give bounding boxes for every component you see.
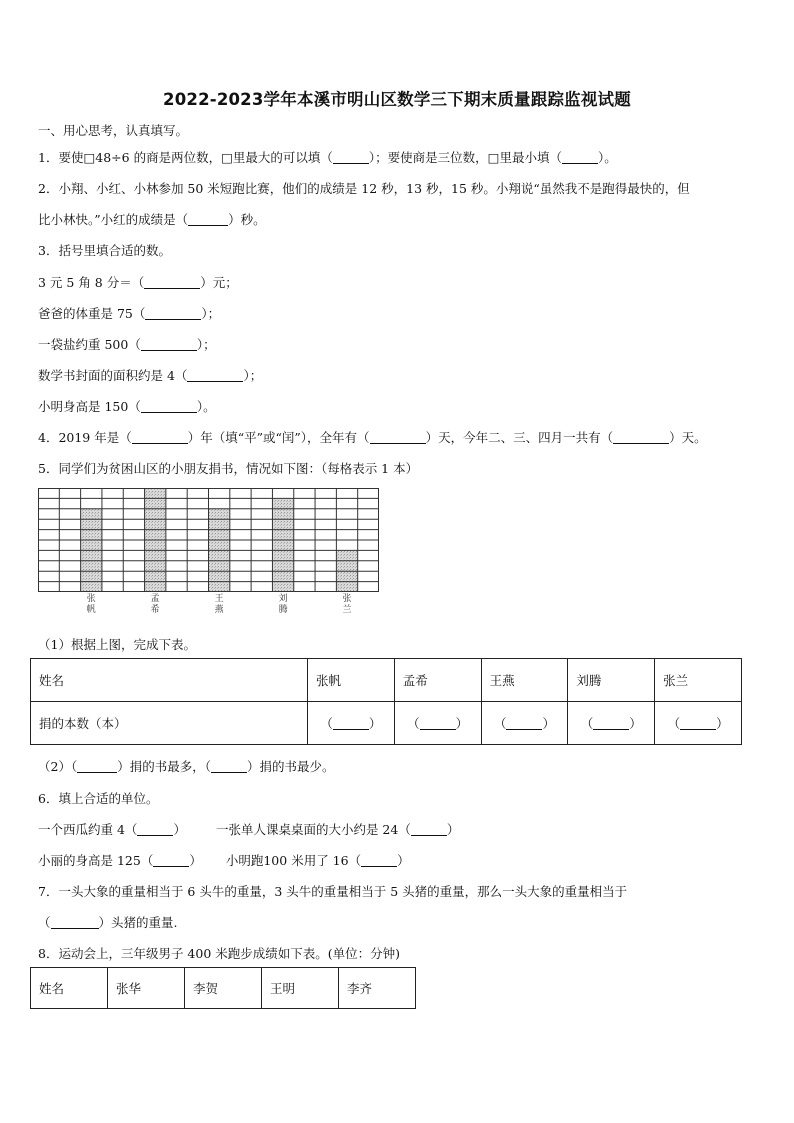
answer-blank[interactable] xyxy=(613,431,669,444)
table-header-cell: 姓名 xyxy=(31,659,308,702)
chart-x-label: 王 燕 xyxy=(214,594,224,615)
bar-刘腾 xyxy=(272,498,293,592)
table-header-cell: 刘腾 xyxy=(568,659,655,702)
table-header-cell: 张帆 xyxy=(307,659,394,702)
answer-blank[interactable] xyxy=(333,151,369,164)
running-results-table xyxy=(30,967,416,1009)
question-3-item: 数学书封面的面积约是 4（ ）； xyxy=(38,368,263,383)
table-header-cell: 王明 xyxy=(262,968,339,1009)
question-5-heading: 5．同学们为贫困山区的小朋友捐书，情况如下图：（每格表示 1 本） xyxy=(38,461,419,476)
answer-blank[interactable] xyxy=(370,431,426,444)
donation-bar-chart xyxy=(38,488,379,592)
table-header-cell: 姓名 xyxy=(31,968,108,1009)
answer-blank[interactable] xyxy=(141,338,197,351)
question-8-heading: 8．运动会上，三年级男子 400 米跑步成绩如下表。(单位：分钟) xyxy=(38,946,401,961)
question-1: 1．要使□48÷6 的商是两位数，□里最大的可以填（ ）；要使商是三位数，□里最小填（ ）。 xyxy=(38,150,617,165)
table-header-cell: 孟希 xyxy=(394,659,481,702)
answer-cell[interactable]: （ ） xyxy=(394,702,481,745)
table-header-cell: 李贺 xyxy=(185,968,262,1009)
question-3-item: 3 元 5 角 8 分＝（ ）元； xyxy=(38,275,238,290)
answer-blank[interactable] xyxy=(144,276,200,289)
answer-cell[interactable]: （ ） xyxy=(655,702,742,745)
table-row xyxy=(31,702,742,745)
answer-blank[interactable] xyxy=(562,151,598,164)
table-row xyxy=(31,659,742,702)
answer-blank[interactable] xyxy=(137,823,173,836)
question-4: 4．2019 年是（ ）年（填“平”或“闰”），全年有（ ）天，今年二、三、四月一共有（ ）天。 xyxy=(38,430,707,445)
chart-x-label: 张 帆 xyxy=(86,594,96,615)
answer-blank[interactable] xyxy=(141,400,197,413)
question-3-heading: 3．括号里填合适的数。 xyxy=(38,243,171,258)
question-2-line2: 比小林快。”小红的成绩是（ ）秒。 xyxy=(38,212,266,227)
question-3-item: 一袋盐约重 500（ ）； xyxy=(38,337,216,352)
chart-x-label: 张 兰 xyxy=(342,594,352,615)
table-header-cell: 李齐 xyxy=(339,968,416,1009)
table-header-cell: 王燕 xyxy=(481,659,568,702)
answer-blank[interactable] xyxy=(145,307,201,320)
answer-blank[interactable] xyxy=(153,854,189,867)
question-5-sub1: （1）根据上图，完成下表。 xyxy=(38,637,196,652)
answer-blank[interactable] xyxy=(411,823,447,836)
answer-blank[interactable] xyxy=(132,431,188,444)
question-6-line1: 一个西瓜约重 4（ ） 一张单人课桌桌面的大小约是 24（ ） xyxy=(38,822,460,837)
chart-x-labels xyxy=(38,594,379,620)
page-title: 2022-2023学年本溪市明山区数学三下期末质量跟踪监视试题 xyxy=(163,90,631,109)
question-7-line2: （ ）头猪的重量. xyxy=(38,915,178,930)
answer-blank[interactable] xyxy=(51,916,99,929)
answer-cell[interactable]: （ ） xyxy=(307,702,394,745)
answer-blank[interactable] xyxy=(77,760,117,773)
question-6-line2: 小丽的身高是 125（ ） 小明跑100 米用了 16（ ） xyxy=(38,853,410,868)
answer-blank[interactable] xyxy=(211,760,247,773)
answer-cell[interactable]: （ ） xyxy=(481,702,568,745)
question-6-heading: 6．填上合适的单位。 xyxy=(38,791,159,806)
question-7-line1: 7．一头大象的重量相当于 6 头牛的重量，3 头牛的重量相当于 5 头猪的重量，那么一头大象的重量相当于 xyxy=(38,884,628,899)
table-row-label: 捐的本数（本） xyxy=(31,702,308,745)
section-heading: 一、用心思考，认真填写。 xyxy=(38,123,189,138)
question-2-line1: 2．小翔、小红、小林参加 50 米短跑比赛，他们的成绩是 12 秒，13 秒，15 秒。小翔说“虽然我不是跑得最快的，但 xyxy=(38,181,690,196)
question-3-item: 小明身高是 150（ ）。 xyxy=(38,399,216,414)
chart-x-label: 孟 希 xyxy=(150,594,160,615)
table-header-cell: 张华 xyxy=(108,968,185,1009)
answer-blank[interactable] xyxy=(361,854,397,867)
table-row xyxy=(31,968,416,1009)
answer-blank[interactable] xyxy=(188,213,228,226)
table-header-cell: 张兰 xyxy=(655,659,742,702)
answer-cell[interactable]: （ ） xyxy=(568,702,655,745)
chart-x-label: 刘 腾 xyxy=(278,594,288,615)
question-5-sub2: （2）（ ）捐的书最多，（ ）捐的书最少。 xyxy=(38,759,335,774)
donation-table xyxy=(30,658,742,745)
question-3-item: 爸爸的体重是 75（ ）； xyxy=(38,306,221,321)
answer-blank[interactable] xyxy=(187,369,243,382)
